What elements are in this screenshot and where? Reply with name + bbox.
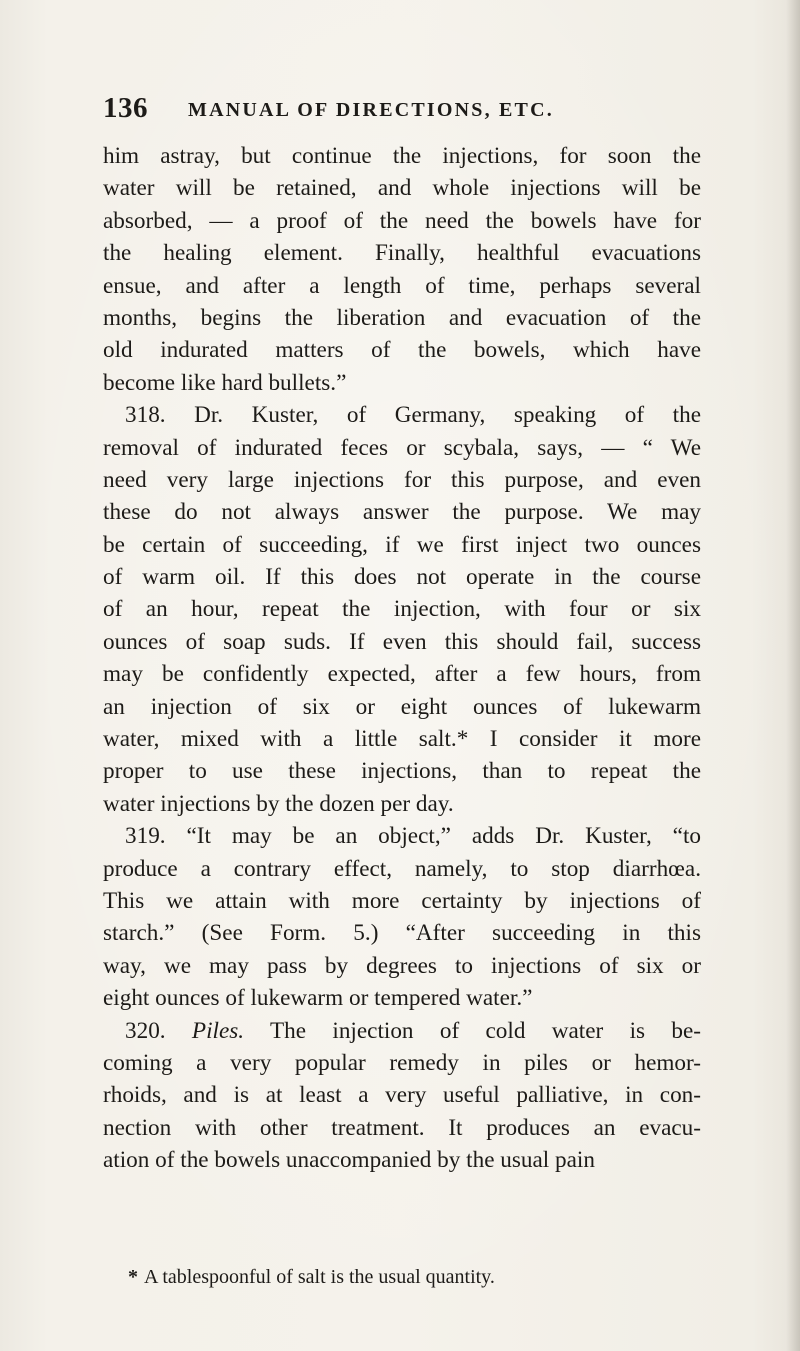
text-line: old indurated matters of the bowels, which have [103,337,701,364]
text-line: way, we may pass by degrees to injections of six or [103,952,701,979]
paragraph-320-start: 320. Piles. The injection of cold water is be- [125,1017,701,1044]
text-line: may be confidently expected, after a few hours, from [103,661,701,688]
running-head: MANUAL OF DIRECTIONS, ETC. [188,99,554,121]
text-line: rhoids, and is at least a very useful palliative, in con- [103,1082,701,1109]
text-line: starch.” (See Form. 5.) “After succeeding in this [103,920,701,947]
text-line: be certain of succeeding, if we first inject two ounces [103,531,701,558]
text-line: of warm oil. If this does not operate in the course [103,564,701,591]
text-line: him astray, but continue the injections, for soon the [103,143,701,169]
text-line: become like hard bullets.” [103,369,347,396]
text-line: ounces of soap suds. If even this should fail, success [103,628,701,655]
body-text [103,140,701,1177]
text-line: water will be retained, and whole injections will be [103,175,701,202]
text-line: water injections by the dozen per day. [103,790,454,817]
text-line: proper to use these injections, than to repeat the [103,758,701,785]
page-header [103,92,703,132]
text-line: absorbed, — a proof of the need the bowels have for [103,207,701,234]
paragraph-319-start: 319. “It may be an object,” adds Dr. Kuster, “to [125,823,701,850]
text-line: need very large injections for this purpose, and even [103,466,701,493]
text-line: produce a contrary effect, namely, to stop diarrhœa. [103,855,701,882]
section-term-piles: Piles. [191,1017,245,1044]
page-number: 136 [103,92,148,124]
text-line: eight ounces of lukewarm or tempered water.” [103,985,533,1012]
text-line: months, begins the liberation and evacuation of the [103,304,701,331]
paragraph-318-start: 318. Dr. Kuster, of Germany, speaking of the [125,402,701,429]
text-line: This we attain with more certainty by injections of [103,887,701,914]
text-line: of an hour, repeat the injection, with four or six [103,596,701,623]
footnote-marker: * [128,1266,138,1288]
page-edge-shadow [786,0,800,1351]
text-line: ensue, and after a length of time, perhaps several [103,272,701,299]
text-line: removal of indurated feces or scybala, says, — “ We [103,434,701,461]
text-line: coming a very popular remedy in piles or hemor- [103,1049,701,1076]
text-line: ation of the bowels unaccompanied by the usual pain [103,1147,595,1174]
text-line: the healing element. Finally, healthful evacuations [103,240,701,267]
text-line: these do not always answer the purpose. We may [103,499,701,526]
text-line: water, mixed with a little salt.* I consider it more [103,726,701,753]
text-line: an injection of six or eight ounces of lukewarm [103,693,701,720]
footnote [128,1264,688,1290]
footnote-text: A tablespoonful of salt is the usual quantity. [144,1266,495,1288]
text-line: nection with other treatment. It produces an evacu- [103,1114,701,1141]
